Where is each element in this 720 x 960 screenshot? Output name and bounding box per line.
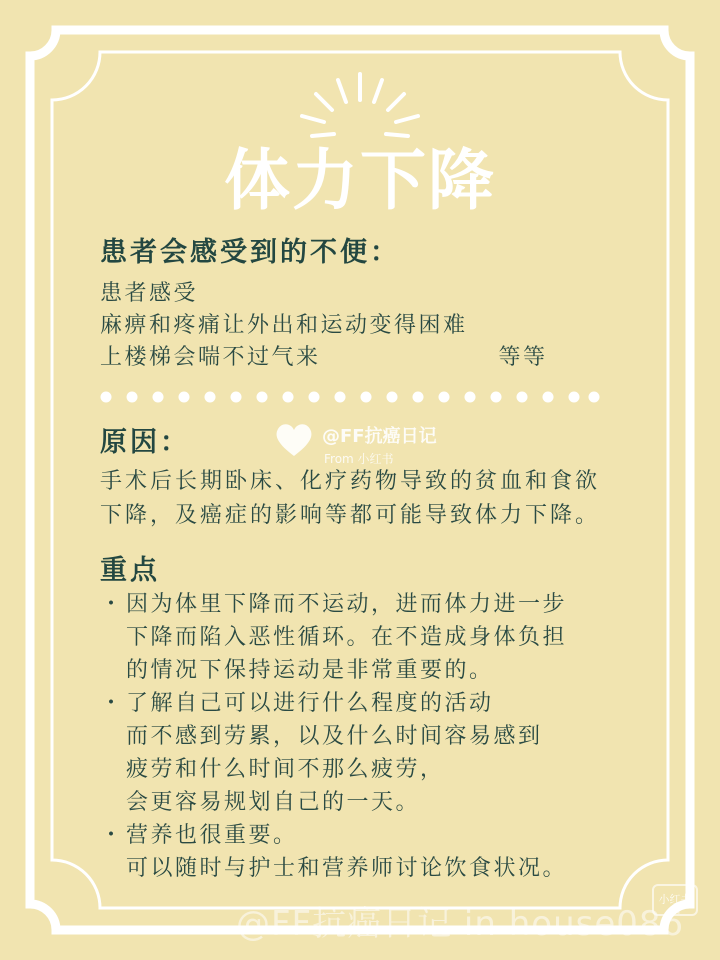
inconvenience-line-text: 上楼梯会喘不过气来 [100, 345, 321, 370]
keypoint-line: 疲劳和什么时间不那么疲劳， [126, 757, 445, 782]
page-title: 体力下降 [224, 142, 496, 219]
keypoint-item [100, 819, 567, 885]
cause-text [100, 466, 600, 534]
keypoint-line: 了解自己可以进行什么程度的活动 [126, 691, 494, 716]
bottom-watermark: @FF抗癌日记 in house086 [236, 904, 685, 944]
cause-heading: 原因： [100, 427, 190, 458]
inconvenience-line: 麻痹和疼痛让外出和运动变得困难 [100, 313, 468, 338]
cause-line: 下降，及癌症的影响等都可能导致体力下降。 [100, 503, 601, 528]
keypoint-line: 下降而陷入恶性循环。在不造成身体负担 [126, 625, 568, 650]
bullet-marker: ・ [100, 592, 125, 617]
bullet-marker: ・ [100, 691, 125, 716]
inconvenience-line: 患者感受 [100, 281, 199, 306]
keypoint-line: 因为体里下降而不运动，进而体力进一步 [126, 592, 568, 617]
inconvenience-heading: 患者会感受到的不便： [100, 237, 400, 268]
keypoint-line: 会更容易规划自己的一天。 [126, 790, 421, 815]
keypoints-list [100, 588, 567, 885]
etc-label: 等等 [498, 345, 548, 370]
keypoints-heading: 重点 [100, 555, 160, 586]
watermark-from: From 小红书 [324, 452, 394, 466]
heart-icon [272, 420, 316, 460]
inconvenience-line [100, 342, 548, 374]
watermark [272, 418, 442, 466]
keypoint-item [100, 588, 567, 687]
inconvenience-text [100, 278, 548, 374]
sun-rays-icon [298, 70, 422, 145]
keypoint-line: 而不感到劳累，以及什么时间容易感到 [126, 724, 543, 749]
app-logo: 小红书 [652, 884, 698, 916]
keypoint-line: 可以随时与护士和营养师讨论饮食状况。 [126, 856, 568, 881]
keypoint-line: 营养也很重要。 [126, 823, 298, 848]
cause-line: 手术后长期卧床、化疗药物导致的贫血和食欲 [100, 469, 601, 494]
keypoint-item [100, 687, 567, 819]
watermark-text: @FF抗癌日记 [322, 426, 437, 447]
bullet-marker: ・ [100, 823, 125, 848]
keypoint-line: 的情况下保持运动是非常重要的。 [126, 658, 494, 683]
dotted-divider [100, 391, 600, 403]
